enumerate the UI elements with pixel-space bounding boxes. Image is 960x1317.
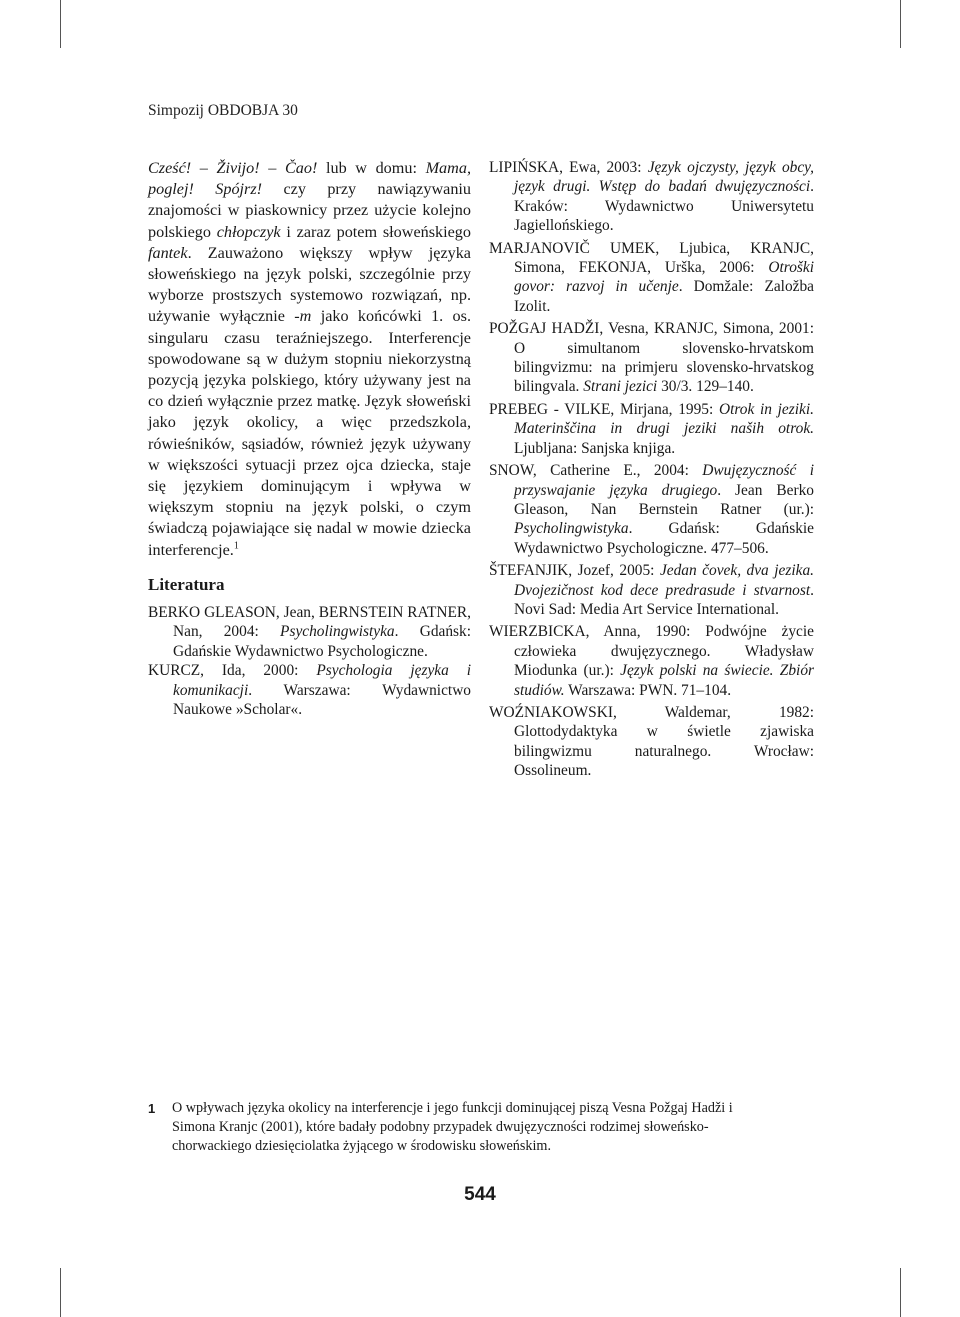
crop-mark [900, 1268, 901, 1317]
reference-item: POŽGAJ HADŽI, Vesna, KRANJC, Simona, 2001: O simultanom slovensko-hrvatskom bilingvizmu: na primjeru slovensko-hrvatskog bilingvala. Strani jezici 30/3. 129–140. [489, 320, 814, 396]
left-references [148, 603, 471, 719]
crop-mark [60, 1268, 61, 1317]
crop-mark [60, 0, 61, 48]
reference-item: WIERZBICKA, Anna, 1990: Podwójne życie człowieka dwujęzycznego. Władysław Miodunka (ur.): Język polski na świecie. Zbiór studiów. Warszawa: PWN. 71–104. [489, 623, 814, 699]
footnote-line: Simona Kranjc (2001), które badały podobny przypadek dwujęzyczności rodzimej słoweńsko- [172, 1119, 709, 1136]
reference-item: SNOW, Catherine E., 2004: Dwujęzyczność i przyswajanie języka drugiego. Jean Berko Gleason, Nan Bernstein Ratner (ur.): Psycholingwistyka. Gdańsk: Gdańskie Wydawnictwo Psychologiczne. 477–506. [489, 462, 814, 557]
reference-item: WOŹNIAKOWSKI, Waldemar, 1982: Glottodydaktyka w świetle zjawiska bilingwizmu naturalnego. Wrocław: Ossolineum. [489, 703, 814, 780]
right-column [489, 158, 814, 784]
literature-heading: Literatura [148, 574, 225, 594]
footnote-text [172, 1099, 814, 1157]
footnote-line: chorwackiego dziesięciolatka żyjącego w środowisku słoweńskim. [172, 1138, 552, 1155]
reference-item: ŠTEFANJIK, Jozef, 2005: Jedan čovek, dva jezika. Dvojezičnost kod dece predrasude i stvarnost. Novi Sad: Media Art Service International. [489, 562, 814, 618]
left-column [148, 158, 471, 720]
running-header: Simpozij OBDOBJA 30 [148, 102, 298, 119]
page-number: 544 [464, 1184, 496, 1205]
reference-item: LIPIŃSKA, Ewa, 2003: Język ojczysty, język obcy, język drugi. Wstęp do badań dwujęzyczności. Kraków: Wydawnictwo Uniwersytetu Jagiellońskiego. [489, 159, 814, 235]
reference-item: BERKO GLEASON, Jean, BERNSTEIN RATNER, Nan, 2004: Psycholingwistyka. Gdańsk: Gdańskie Wydawnictwo Psychologiczne. [148, 604, 471, 660]
reference-item: PREBEG - VILKE, Mirjana, 1995: Otrok in jeziki. Materinščina in drugi jeziki naših otrok. Ljubljana: Sanjska knjiga. [489, 400, 814, 457]
footnote-line: O wpływach języka okolicy na interferencje i jego funkcji dominującej piszą Vesna Požgaj Hadži i [172, 1100, 733, 1116]
reference-item: KURCZ, Ida, 2000: Psychologia języka i komunikacji. Warszawa: Wydawnictwo Naukowe »Scholar«. [148, 662, 472, 719]
crop-mark [900, 0, 901, 48]
body-paragraph: Cześć! – Živijo! – Čao! lub w domu: Mama, poglej! Spójrz! czy przy nawiązywaniu znajomości w piaskownicy przez użycie kolejno polskiego chłopczyk i zaraz potem słoweńskiego fantek. Zauważono większy wpływ języka słoweńskiego na język polski, szczególnie przy wyborze prostszych systemowo rozwiązań, np. używanie wyłącznie -m jako końcówki 1. os. singularu czasu teraźniejszego. Interferencje spowodowane są w dużym stopniu niekorzystną pozycją języka polskiego, który używany jest na co dzień wyłącznie przez matkę. Język słoweński jako język okolicy, a więc przedszkola, rówieśników, sąsiadów, również język używany w większości sytuacji przez ojca dziecka, staje się językiem dominującym i wpływa w większym stopniu na język polski, o czym świadczą pojawiające się nadal w mowie dziecka interferencje.$^1$ [148, 159, 472, 559]
footnote-number: 1 [148, 1101, 156, 1116]
reference-item: MARJANOVIČ UMEK, Ljubica, KRANJC, Simona, FEKONJA, Urška, 2006: Otroški govor: razvoj in učenje. Domžale: Založba Izolit. [489, 239, 814, 315]
footnote [148, 1099, 814, 1157]
